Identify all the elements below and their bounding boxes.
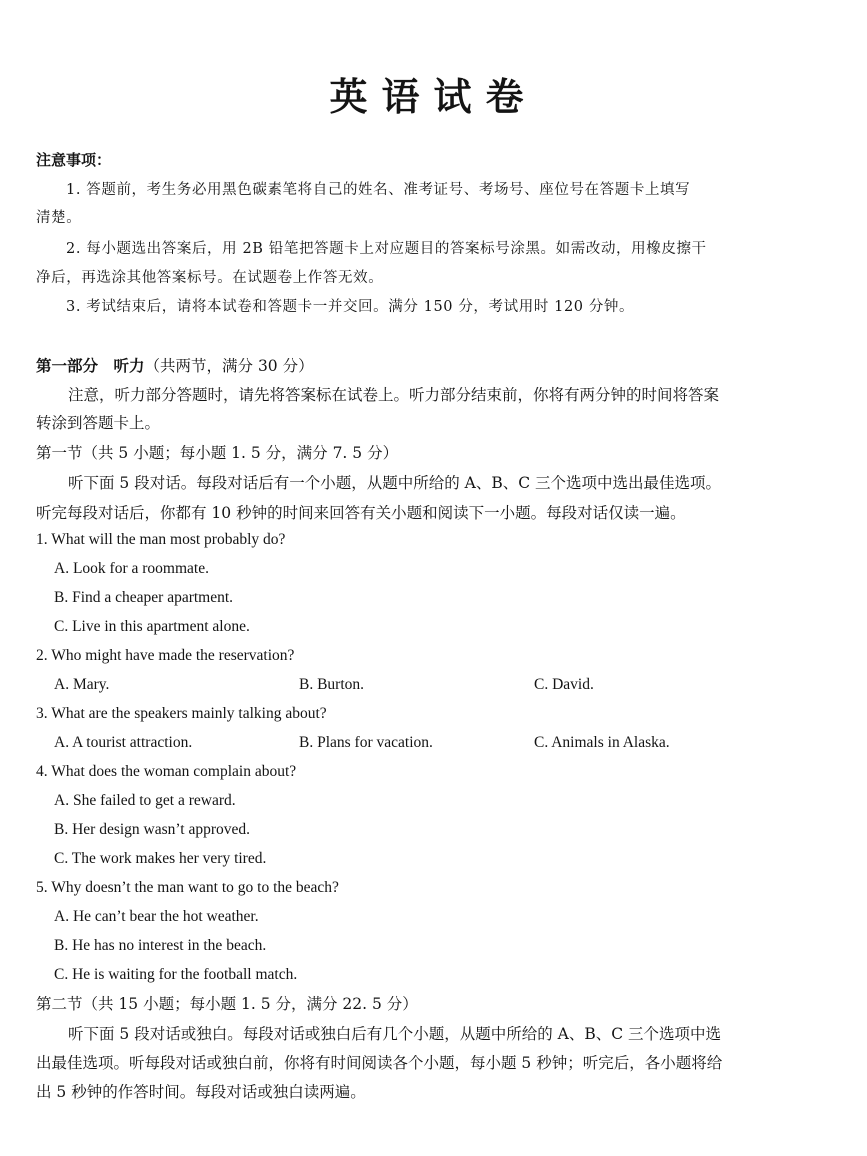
- question-1-option-b: B. Find a cheaper apartment.: [54, 589, 234, 606]
- section1-heading: 第一节（共 5 小题；每小题 1. 5 分，满分 7. 5 分）: [36, 444, 399, 462]
- question-4-option-b: B. Her design wasn’t approved.: [54, 821, 251, 838]
- section1-instruction-line-1: 听下面 5 段对话。每段对话后有一个小题，从题中所给的 A、B、C 三个选项中选出最佳选项。: [68, 474, 722, 492]
- question-2: 2. Who might have made the reservation?: [36, 647, 295, 664]
- question-4-option-a: A. She failed to get a reward.: [54, 792, 236, 809]
- question-3: 3. What are the speakers mainly talking about?: [36, 705, 327, 722]
- question-4: 4. What does the woman complain about?: [36, 763, 297, 780]
- question-5-option-a: A. He can’t bear the hot weather.: [54, 908, 259, 925]
- section2-instruction-line-1: 听下面 5 段对话或独白。每段对话或独白后有几个小题，从题中所给的 A、B、C 三个选项中选: [68, 1025, 722, 1043]
- question-5-option-c: C. He is waiting for the football match.: [54, 966, 298, 983]
- question-3-option-b: B. Plans for vacation.: [299, 734, 433, 751]
- section2-heading: 第二节（共 15 小题；每小题 1. 5 分，满分 22. 5 分）: [36, 995, 418, 1013]
- part1-heading-title: 第一部分 听力: [36, 356, 145, 375]
- question-5-option-b: B. He has no interest in the beach.: [54, 937, 267, 954]
- section1-instruction-line-2: 听完每段对话后，你都有 10 秒钟的时间来回答有关小题和阅读下一小题。每段对话仅读一遍。: [36, 504, 686, 522]
- notice-item-1-line-2: 清楚。: [36, 210, 82, 226]
- question-2-option-c: C. David.: [534, 676, 594, 693]
- part1-note-line-2: 转涂到答题卡上。: [36, 414, 161, 432]
- section2-instruction-line-3: 出 5 秒钟的作答时间。每段对话或独白读两遍。: [36, 1083, 366, 1101]
- question-3-option-a: A. A tourist attraction.: [54, 734, 193, 751]
- question-5: 5. Why doesn’t the man want to go to the beach?: [36, 879, 339, 896]
- notice-item-2-line-1: 2. 每小题选出答案后，用 2B 铅笔把答题卡上对应题目的答案标号涂黑。如需改动，用橡皮擦干: [66, 241, 707, 257]
- notice-item-2-line-2: 净后，再选涂其他答案标号。在试题卷上作答无效。: [36, 270, 384, 286]
- notice-item-3-line-1: 3. 考试结束后，请将本试卷和答题卡一并交回。满分 150 分，考试用时 120 分钟。: [66, 299, 635, 315]
- part1-heading-detail: （共两节，满分 30 分）: [144, 357, 314, 375]
- page-title: 英语试卷: [329, 74, 538, 119]
- question-3-option-c: C. Animals in Alaska.: [534, 734, 670, 751]
- section2-instruction-line-2: 出最佳选项。听每段对话或独白前，你将有时间阅读各个小题，每小题 5 秒钟；听完后，各小题将给: [36, 1054, 723, 1072]
- question-4-option-c: C. The work makes her very tired.: [54, 850, 267, 867]
- question-2-option-a: A. Mary.: [54, 676, 110, 693]
- part1-heading: [36, 356, 314, 376]
- part1-note-line-1: 注意，听力部分答题时，请先将答案标在试卷上。听力部分结束前，你将有两分钟的时间将答案: [68, 386, 720, 404]
- notice-heading: 注意事项：: [36, 151, 112, 169]
- question-1-option-c: C. Live in this apartment alone.: [54, 618, 250, 635]
- notice-item-1-line-1: 1. 答题前，考生务必用黑色碳素笔将自己的姓名、准考证号、考场号、座位号在答题卡上填写: [66, 182, 691, 198]
- question-1-option-a: A. Look for a roommate.: [54, 560, 209, 577]
- question-1: 1. What will the man most probably do?: [36, 531, 286, 548]
- question-2-option-b: B. Burton.: [299, 676, 365, 693]
